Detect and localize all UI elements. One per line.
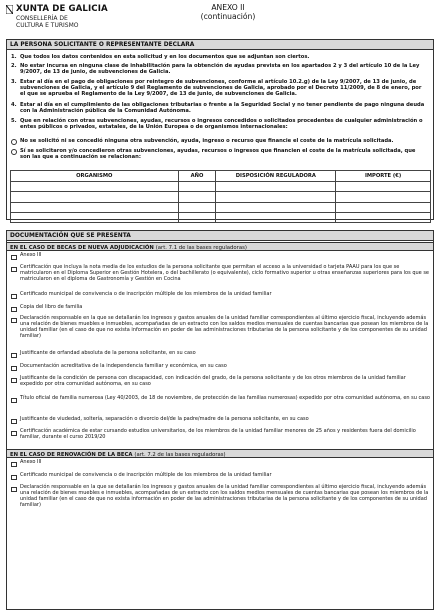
- renewal-heading-ref: (art. 7.2 de las bases reguladoras): [134, 451, 226, 458]
- document-label: Justificante de viudedad, soltería, separación o divorcio del/de la padre/madre de la persona solicitante, en su caso: [20, 416, 309, 422]
- document-checkbox[interactable]: [11, 307, 17, 313]
- document-label: Declaración responsable en la que se detallarán los ingresos y gastos anuales de la unidad familiar correspondientes al último ejercicio fiscal, incluyendo además una relación de bienes muebles e inmuebles, acompañadas de un extracto con los saldos medios mensuales de cuentas bancarias que posean los miembros de la unidad familiar (en el caso de que no exista información en poder de las administraciones tributarias de la persona solicitante y de los componentes de su unidad familiar): [20, 315, 429, 339]
- table-cell[interactable]: [11, 182, 179, 192]
- declaration-title: LA PERSONA SOLICITANTE O REPRESENTANTE DECLARA: [7, 40, 433, 50]
- table-row: [11, 192, 431, 202]
- item-number: 5.: [11, 118, 17, 124]
- document-label: Anexo III: [20, 459, 42, 465]
- document-label: Título oficial de familia numerosa (Ley 40/2003, de 18 de noviembre, de protección de las familias numerosas) expedido por otra comunidad autónoma, en su caso: [20, 395, 430, 401]
- declaration-section: [6, 39, 434, 220]
- new-award-heading: [7, 242, 433, 251]
- new-award-heading-text: EN EL CASO DE BECAS DE NUEVA ADJUDICACIÓN: [10, 244, 154, 251]
- table-cell[interactable]: [336, 202, 431, 212]
- item-number: 3.: [11, 79, 17, 85]
- document-label: Documentación acreditativa de la independencia familiar y económica, en su caso: [20, 363, 227, 369]
- department-line-2: CULTURA E TURISMO: [16, 21, 79, 29]
- table-cell[interactable]: [178, 192, 216, 202]
- item-text: Estar al día en el cumplimiento de las obligaciones tributarias o frente a la Seguridad Social y no tener pendiente de pago ninguna deuda con la Administración pública de la Comunidad Autónoma.: [20, 102, 425, 115]
- option-some-label: Sí se solicitaron y/o concedieron otras subvenciones, ayudas, recursos o ingresos que financien el coste de la matrícula solicitada, que son las que a continuación se relacionan:: [20, 148, 416, 161]
- column-header-organismo: ORGANISMO: [11, 171, 179, 182]
- org-name: XUNTA DE GALICIA: [16, 4, 108, 14]
- item-number: 4.: [11, 102, 17, 108]
- document-label: Declaración responsable en la que se detallarán los ingresos y gastos anuales de la unidad familiar correspondientes al último ejercicio fiscal, incluyendo además una relación de bienes muebles e inmuebles, acompañadas de un extracto con los saldos medios mensuales de cuentas bancarias que posean los miembros de la unidad familiar (en el caso de que no exista información en poder de las administraciones tributarias de la persona solicitante y de los componentes de su unidad familiar): [20, 484, 429, 508]
- item-text: Estar al día en el pago de obligaciones por reintegro de subvenciones, conforme al artículo 10.2.g) de la Ley 9/2007, de 13 de junio, de subvenciones de Galicia, y el artículo 9 del Reglamento de subvenciones de Galicia, aprobado por el Decreto 11/2009, de 8 de enero, por el que se aprueba el Reglamento de la Ley 9/2007, de 13 de junio, de subvenciones de Galicia.: [20, 79, 422, 98]
- new-award-heading-ref: (art. 7.1 de las bases reguladoras): [155, 244, 247, 251]
- other-aids-table: [10, 170, 431, 223]
- document-checkbox[interactable]: [11, 366, 17, 372]
- document-checkbox[interactable]: [11, 487, 17, 493]
- document-checkbox[interactable]: [11, 267, 17, 273]
- annex-heading: [193, 4, 263, 21]
- document-checkbox[interactable]: [11, 419, 17, 425]
- table-cell[interactable]: [178, 182, 216, 192]
- table-cell[interactable]: [11, 212, 179, 222]
- document-checkbox[interactable]: [11, 255, 17, 261]
- table-cell[interactable]: [216, 202, 336, 212]
- document-checkbox[interactable]: [11, 353, 17, 359]
- xunta-logo: [6, 3, 106, 33]
- annex-title: ANEXO II: [211, 3, 245, 12]
- table-cell[interactable]: [178, 212, 216, 222]
- option-none-radio[interactable]: [11, 139, 17, 145]
- table-cell[interactable]: [178, 202, 216, 212]
- renewal-heading: [7, 449, 433, 458]
- column-header-year: AÑO: [178, 171, 216, 182]
- xunta-emblem-icon: [6, 5, 13, 14]
- documentation-title: DOCUMENTACIÓN QUE SE PRESENTA: [7, 231, 433, 241]
- table-cell[interactable]: [216, 192, 336, 202]
- table-cell[interactable]: [336, 182, 431, 192]
- document-checkbox[interactable]: [11, 378, 17, 384]
- table-row: [11, 202, 431, 212]
- document-checkbox[interactable]: [11, 294, 17, 300]
- table-cell[interactable]: [216, 212, 336, 222]
- table-header-row: [11, 171, 431, 182]
- item-text: Que todos los datos contenidos en esta solicitud y en los documentos que se adjuntan son ciertos.: [20, 54, 310, 60]
- option-none-label: No se solicitó ni se concedió ninguna otra subvención, ayuda, ingreso o recurso que financie el coste de la matrícula solicitada.: [20, 138, 394, 144]
- documentation-section: [6, 230, 434, 610]
- department-line-1: CONSELLERÍA DE: [16, 15, 68, 22]
- table-row: [11, 182, 431, 192]
- table-cell[interactable]: [336, 192, 431, 202]
- document-checkbox[interactable]: [11, 318, 17, 324]
- department-name: [16, 16, 79, 30]
- document-label: Certificado municipal de convivencia o de inscripción múltiple de los miembros de la unidad familiar: [20, 291, 272, 297]
- document-label: Copia del libro de familia: [20, 304, 83, 310]
- column-header-amount: IMPORTE (€): [336, 171, 431, 182]
- document-checkbox[interactable]: [11, 475, 17, 481]
- renewal-heading-text: EN EL CASO DE RENOVACIÓN DE LA BECA: [10, 451, 133, 458]
- table-cell[interactable]: [11, 202, 179, 212]
- table-cell[interactable]: [11, 192, 179, 202]
- document-checkbox[interactable]: [11, 431, 17, 437]
- item-text: No estar incursa en ninguna clase de inhabilitación para la obtención de ayudas prevista en los apartados 2 y 3 del artículo 10 de la Ley 9/2007, de 13 de junio, de subvenciones de Galicia.: [20, 63, 420, 76]
- document-label: Certificación que incluya la nota media de los estudios de la persona solicitante que permitan el acceso a la universidad o tarjeta PAAU para los que se matricularon en el Diploma Superior en Gestión Hotelera, o del bachillerato (o equivalente), ciclo formativo superior u otras enseñanzas superiores para los que se matricularon en el diploma de Gastronomía y Gestión en Cocina: [20, 264, 430, 282]
- document-label: Justificante de la condición de persona con discapacidad, con indicación del grado, de la persona solicitante y de los otros miembros de la unidad familiar expedido por otra comunidad autónoma, en su caso: [20, 375, 406, 387]
- item-text: Que en relación con otras subvenciones, ayudas, recursos o ingresos concedidos o solicitados procedentes de cualquier administración o entes públicos o privados, estatales, de la Unión Europea o de organismos internacionales:: [20, 118, 423, 131]
- column-header-regulation: DISPOSICIÓN REGULADORA: [216, 171, 336, 182]
- document-label: Certificación académica de estar cursando estudios universitarios, de los miembros de la unidad familiar menores de 25 años y residentes fuera del domicilio familiar, durante el curso 2019/20: [20, 428, 416, 440]
- annex-subtitle: (continuación): [200, 11, 256, 21]
- item-number: 1.: [11, 54, 17, 60]
- document-label: Justificante de orfandad absoluta de la persona solicitante, en su caso: [20, 350, 196, 356]
- document-checkbox[interactable]: [11, 398, 17, 404]
- document-checkbox[interactable]: [11, 462, 17, 468]
- table-cell[interactable]: [336, 212, 431, 222]
- document-label: Certificado municipal de convivencia o de inscripción múltiple de los miembros de la unidad familiar: [20, 472, 272, 478]
- item-number: 2.: [11, 63, 17, 69]
- table-row: [11, 212, 431, 222]
- option-some-radio[interactable]: [11, 149, 17, 155]
- document-label: Anexo III: [20, 252, 42, 258]
- table-cell[interactable]: [216, 182, 336, 192]
